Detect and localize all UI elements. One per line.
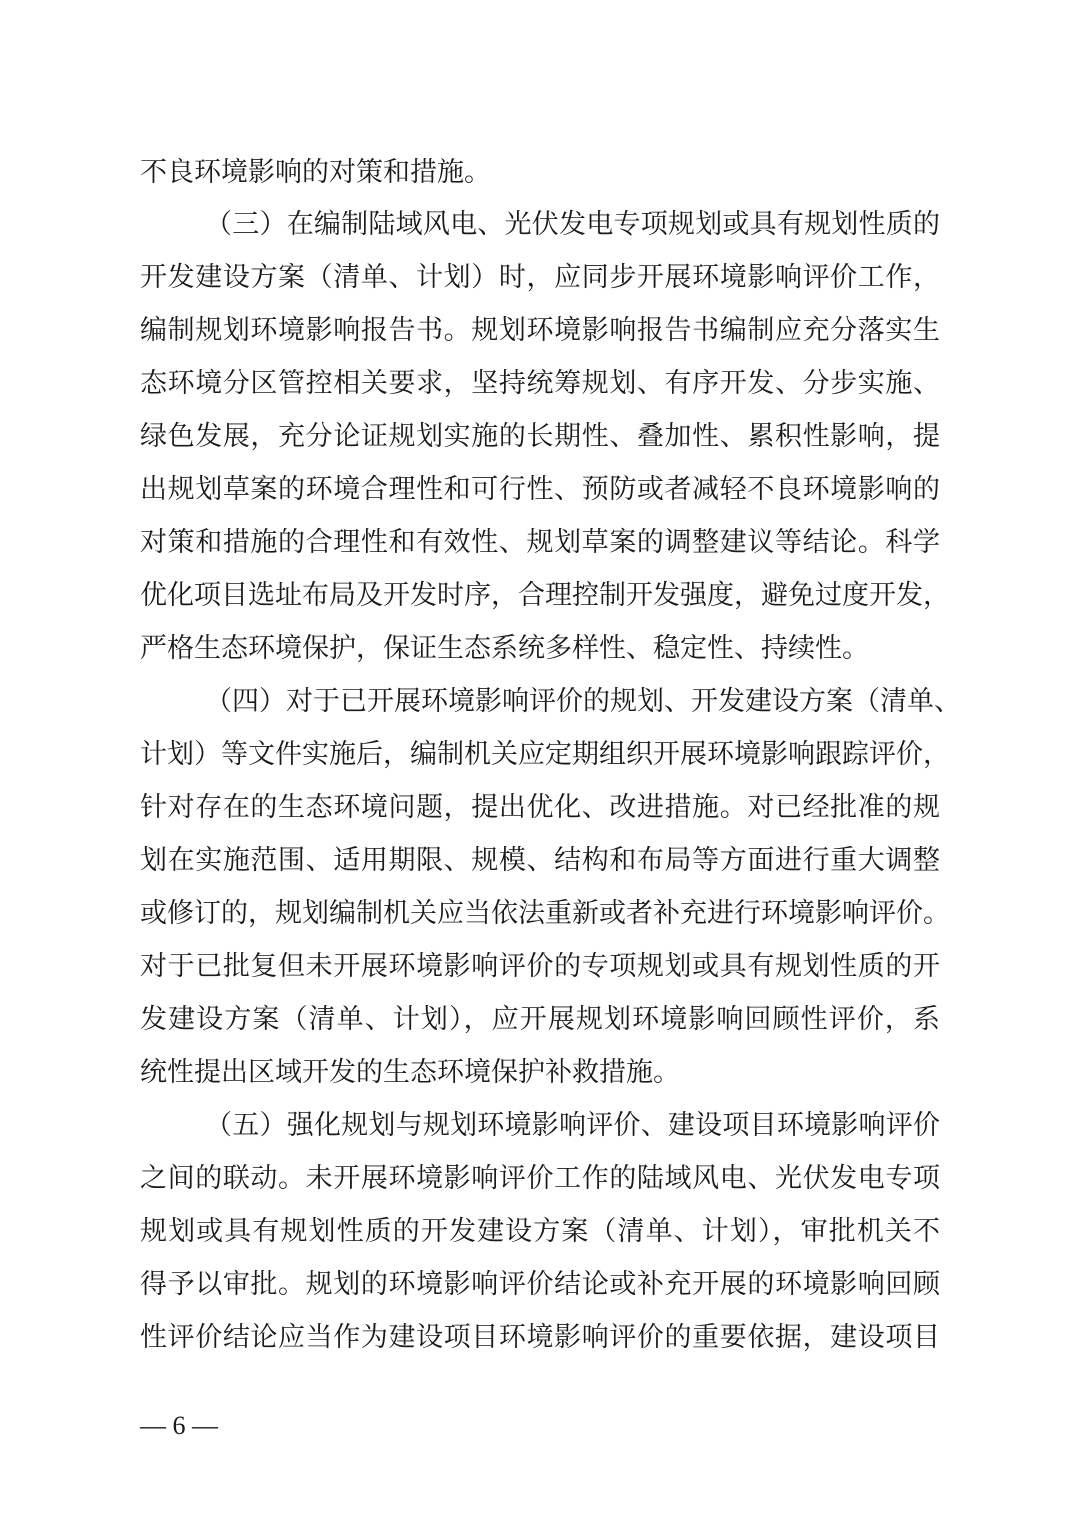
text-line: 优化项目选址布局及开发时序，合理控制开发强度，避免过度开发，: [140, 580, 950, 611]
text-line: 或修订的，规划编制机关应当依法重新或者补充进行环境影响评价。: [140, 898, 950, 929]
text-line: 发建设方案（清单、计划），应开展规划环境影响回顾性评价，系: [140, 1004, 940, 1035]
text-line: 编制规划环境影响报告书。规划环境影响报告书编制应充分落实生: [140, 315, 940, 346]
paragraph-4-first-line: （四）对于已开展环境影响评价的规划、开发建设方案（清单、: [205, 686, 961, 717]
text-line: 针对存在的生态环境问题，提出优化、改进措施。对已经批准的规: [140, 792, 940, 823]
text-line: 性评价结论应当作为建设项目环境影响评价的重要依据，建设项目: [140, 1322, 940, 1353]
text-line: 对于已批复但未开展环境影响评价的专项规划或具有规划性质的开: [140, 951, 940, 982]
text-line: 态环境分区管控相关要求，坚持统筹规划、有序开发、分步实施、: [140, 368, 940, 399]
text-line: 规划或具有规划性质的开发建设方案（清单、计划），审批机关不: [140, 1216, 940, 1247]
page-number: — 6 —: [140, 1411, 218, 1440]
text-line: 得予以审批。规划的环境影响评价结论或补充开展的环境影响回顾: [140, 1269, 940, 1300]
text-line: 严格生态环境保护，保证生态系统多样性、稳定性、持续性。: [140, 633, 869, 664]
text-line: 计划）等文件实施后，编制机关应定期组织开展环境影响跟踪评价，: [140, 739, 950, 770]
paragraph-3-first-line: （三）在编制陆域风电、光伏发电专项规划或具有规划性质的: [205, 209, 940, 240]
text-line: 划在实施范围、适用期限、规模、结构和布局等方面进行重大调整: [140, 845, 940, 876]
paragraph-5-first-line: （五）强化规划与规划环境影响评价、建设项目环境影响评价: [205, 1110, 940, 1141]
text-line: 绿色发展，充分论证规划实施的长期性、叠加性、累积性影响，提: [140, 421, 940, 452]
text-line: 不良环境影响的对策和措施。: [140, 157, 491, 188]
text-line: 对策和措施的合理性和有效性、规划草案的调整建议等结论。科学: [140, 527, 940, 558]
text-line: 统性提出区域开发的生态环境保护补救措施。: [140, 1057, 680, 1088]
text-line: 出规划草案的环境合理性和可行性、预防或者减轻不良环境影响的: [140, 474, 940, 505]
text-line: 之间的联动。未开展环境影响评价工作的陆域风电、光伏发电专项: [140, 1163, 940, 1194]
text-line: 开发建设方案（清单、计划）时，应同步开展环境影响评价工作，: [140, 262, 940, 293]
